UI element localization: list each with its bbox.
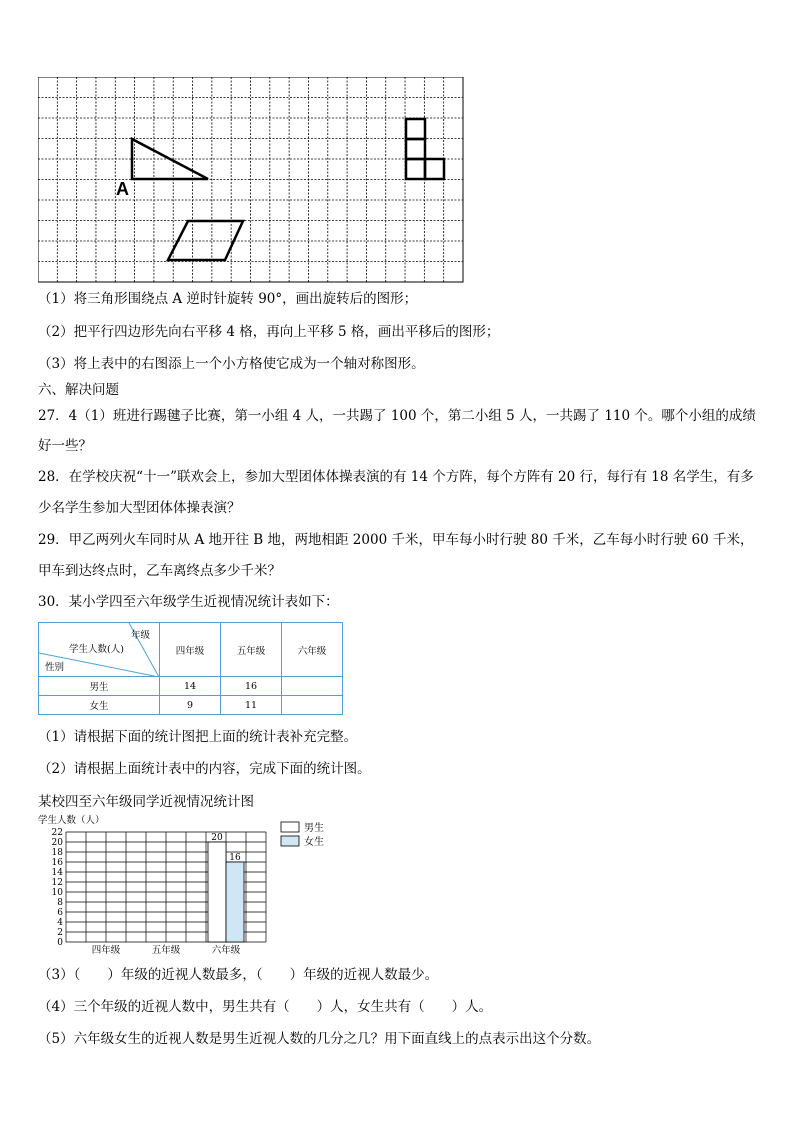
cell-boys-grade4: 14 <box>160 677 221 696</box>
l-shape-figure <box>406 119 444 179</box>
bar-chart <box>36 812 336 958</box>
bar-data-label: 20 <box>211 833 223 843</box>
y-tick-label: 2 <box>57 928 63 938</box>
section-heading: 六、解决问题 <box>38 382 119 398</box>
y-tick-label: 6 <box>57 908 63 918</box>
table-row-girls <box>39 696 343 715</box>
legend-label: 男生 <box>304 823 324 834</box>
problem-30-intro: 30．某小学四至六年级学生近视情况统计表如下： <box>38 594 339 610</box>
problem-28-line2: 少名学生参加大型团体体操表演？ <box>38 500 241 516</box>
legend-swatch <box>281 822 299 832</box>
header-grade: 年级 <box>131 630 151 641</box>
y-tick-label: 22 <box>51 828 63 838</box>
x-category-label: 六年级 <box>211 945 241 956</box>
problem-27-line2: 好一些？ <box>38 438 92 454</box>
col-header-grade5: 五年级 <box>221 623 282 677</box>
y-tick-label: 18 <box>51 848 63 858</box>
bar-data-label: 16 <box>229 853 241 863</box>
y-tick-label: 16 <box>51 858 63 868</box>
chart-title: 某校四至六年级同学近视情况统计图 <box>38 794 254 810</box>
diagonal-header-cell <box>39 623 160 677</box>
grid-question-3: （3）将上表中的右图添上一个小方格使它成为一个轴对称图形。 <box>38 356 425 372</box>
col-header-grade4: 四年级 <box>160 623 221 677</box>
y-axis-label: 学生人数（人） <box>38 815 105 826</box>
p30-question-4: （4）三个年级的近视人数中，男生共有（ ）人，女生共有（ ）人。 <box>38 999 493 1015</box>
cell-girls-grade5: 11 <box>221 696 282 715</box>
y-tick-label: 10 <box>51 888 63 898</box>
grid-figure <box>38 77 464 283</box>
p30-question-2: （2）请根据上面统计表中的内容，完成下面的统计图。 <box>38 761 371 777</box>
legend-label: 女生 <box>304 837 324 848</box>
x-category-label: 四年级 <box>91 945 121 956</box>
problem-28-line1: 28．在学校庆祝“十一”联欢会上，参加大型团体体操表演的有 14 个方阵，每个方阵有 20 行，每行有 18 名学生，有多 <box>38 469 754 485</box>
grid-question-1: （1）将三角形围绕点 A 逆时针旋转 90°，画出旋转后的图形； <box>38 291 418 307</box>
header-gender: 性别 <box>45 662 65 673</box>
row-label-girls: 女生 <box>39 696 160 715</box>
legend-swatch <box>281 836 299 846</box>
grid-question-2: （2）把平行四边形先向右平移 4 格，再向上平移 5 格，画出平移后的图形； <box>38 324 500 340</box>
stat-table <box>38 622 343 715</box>
x-category-label: 五年级 <box>151 945 181 956</box>
y-tick-label: 4 <box>57 918 63 928</box>
header-count: 学生人数(人) <box>69 644 124 655</box>
problem-29-line1: 29．甲乙两列火车同时从 A 地开往 B 地，两地相距 2000 千米，甲车每小时行驶 80 千米，乙车每小时行驶 60 千米， <box>38 532 754 548</box>
problem-29-line2: 甲车到达终点时，乙车离终点多少千米？ <box>38 563 281 579</box>
bar-girls <box>226 862 244 942</box>
cell-boys-grade5: 16 <box>221 677 282 696</box>
problem-27-line1: 27．4（1）班进行踢毽子比赛，第一小组 4 人，一共踢了 100 个，第二小组 5 人，一共踢了 110 个。哪个小组的成绩 <box>38 408 756 424</box>
cell-girls-grade4: 9 <box>160 696 221 715</box>
y-tick-label: 8 <box>57 898 63 908</box>
cell-girls-grade6[interactable] <box>282 696 343 715</box>
p30-question-5: （5）六年级女生的近视人数是男生近视人数的几分之几？用下面直线上的点表示出这个分数。 <box>38 1031 601 1047</box>
y-tick-label: 20 <box>51 838 63 848</box>
point-a-label: A <box>116 179 129 199</box>
col-header-grade6: 六年级 <box>282 623 343 677</box>
y-tick-label: 0 <box>57 938 63 948</box>
y-tick-label: 12 <box>51 878 63 888</box>
row-label-boys: 男生 <box>39 677 160 696</box>
parallelogram-shape <box>168 221 243 260</box>
table-row-boys <box>39 677 343 696</box>
p30-question-1: （1）请根据下面的统计图把上面的统计表补充完整。 <box>38 729 358 745</box>
dotted-grid <box>38 77 463 282</box>
y-tick-label: 14 <box>51 868 63 878</box>
cell-boys-grade6[interactable] <box>282 677 343 696</box>
p30-question-3: （3）（ ）年级的近视人数最多，（ ）年级的近视人数最少。 <box>38 967 439 983</box>
bar-boys <box>208 842 226 942</box>
